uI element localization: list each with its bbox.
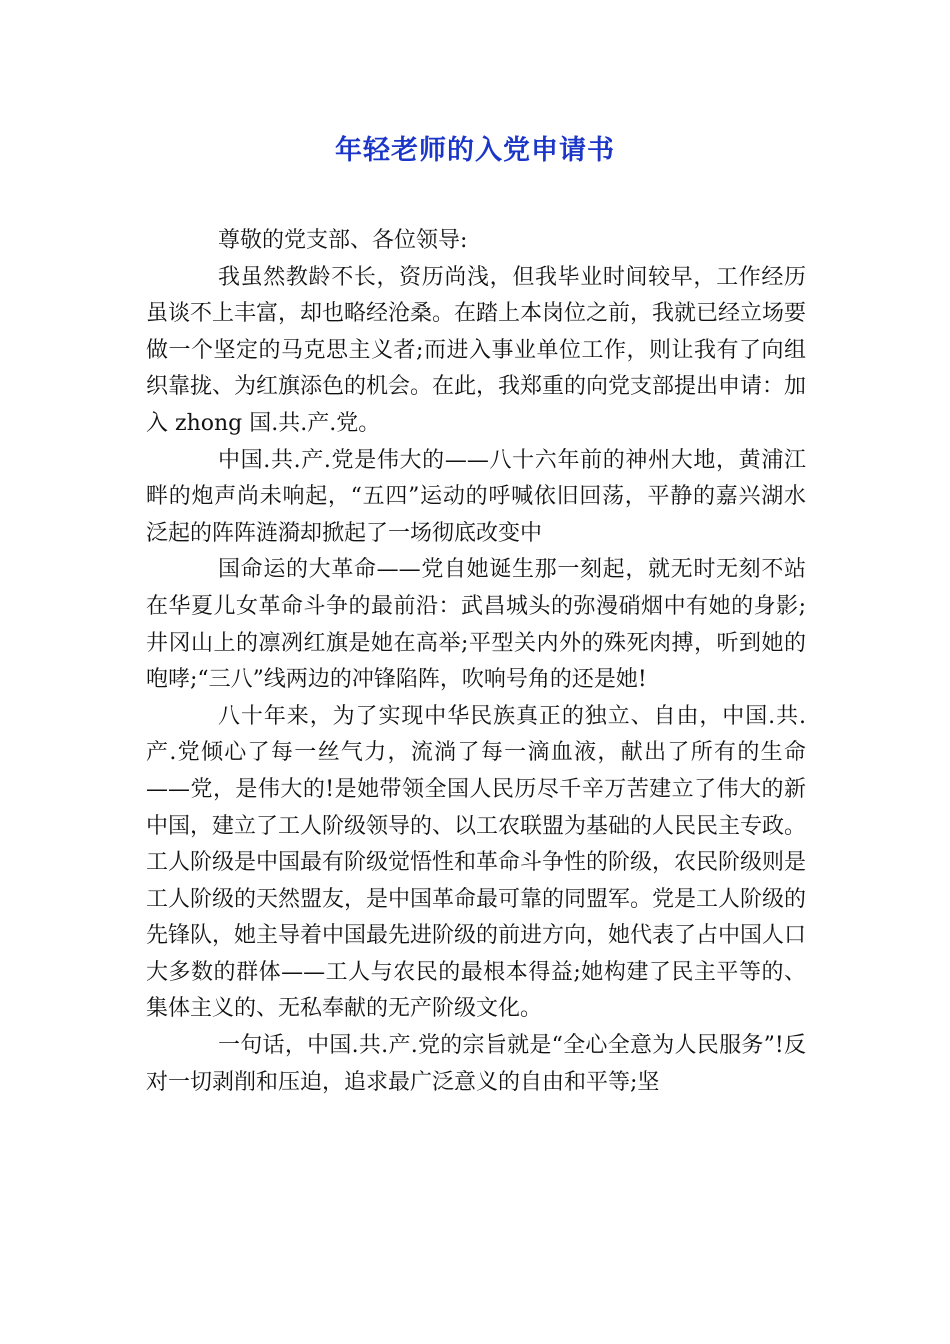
- document-body: [146, 223, 806, 1101]
- paragraph: 国命运的大革命——党自她诞生那一刻起，就无时无刻不站在华夏儿女革命斗争的最前沿：武昌城头的弥漫硝烟中有她的身影;井冈山上的凛冽红旗是她在高举;平型关内外的殊死肉搏，听到她的咆哮;“三八”线两边的冲锋陷阵，吹响号角的还是她!: [146, 557, 806, 693]
- paragraph: 一句话，中国.共.产.党的宗旨就是“全心全意为人民服务”!反对一切剥削和压迫，追求最广泛意义的自由和平等;坚: [146, 1033, 806, 1095]
- paragraph: 我虽然教龄不长，资历尚浅，但我毕业时间较早，工作经历虽谈不上丰富，却也略经沧桑。在踏上本岗位之前，我就已经立场要做一个坚定的马克思主义者;而进入事业单位工作，则让我有了向组织靠拢、为红旗添色的机会。在此，我郑重的向党支部提出申请：加入 zhong 国.共.产.党。: [146, 264, 807, 436]
- document-title: 年轻老师的入党申请书: [335, 135, 615, 166]
- paragraph: 八十年来，为了实现中华民族真正的独立、自由，中国.共.产.党倾心了每一丝气力，流淌了每一滴血液，献出了所有的生命——党，是伟大的!是她带领全国人民历尽千辛万苦建立了伟大的新中国，建立了工人阶级领导的、以工农联盟为基础的人民民主专政。工人阶级是中国最有阶级觉悟性和革命斗争性的阶级，农民阶级则是工人阶级的天然盟友，是中国革命最可靠的同盟军。党是工人阶级的先锋队，她主导着中国最先进阶级的前进方向，她代表了占中国人口大多数的群体——工人与农民的最根本得益;她构建了民主平等的、集体主义的、无私奉献的无产阶级文化。: [146, 703, 807, 1022]
- salutation: 尊敬的党支部、各位领导:: [218, 228, 468, 253]
- paragraph: 中国.共.产.党是伟大的——八十六年前的神州大地，黄浦江畔的炮声尚未响起，“五四”运动的呼喊依旧回荡，平静的嘉兴湖水泛起的阵阵涟漪却掀起了一场彻底改变中: [146, 447, 806, 546]
